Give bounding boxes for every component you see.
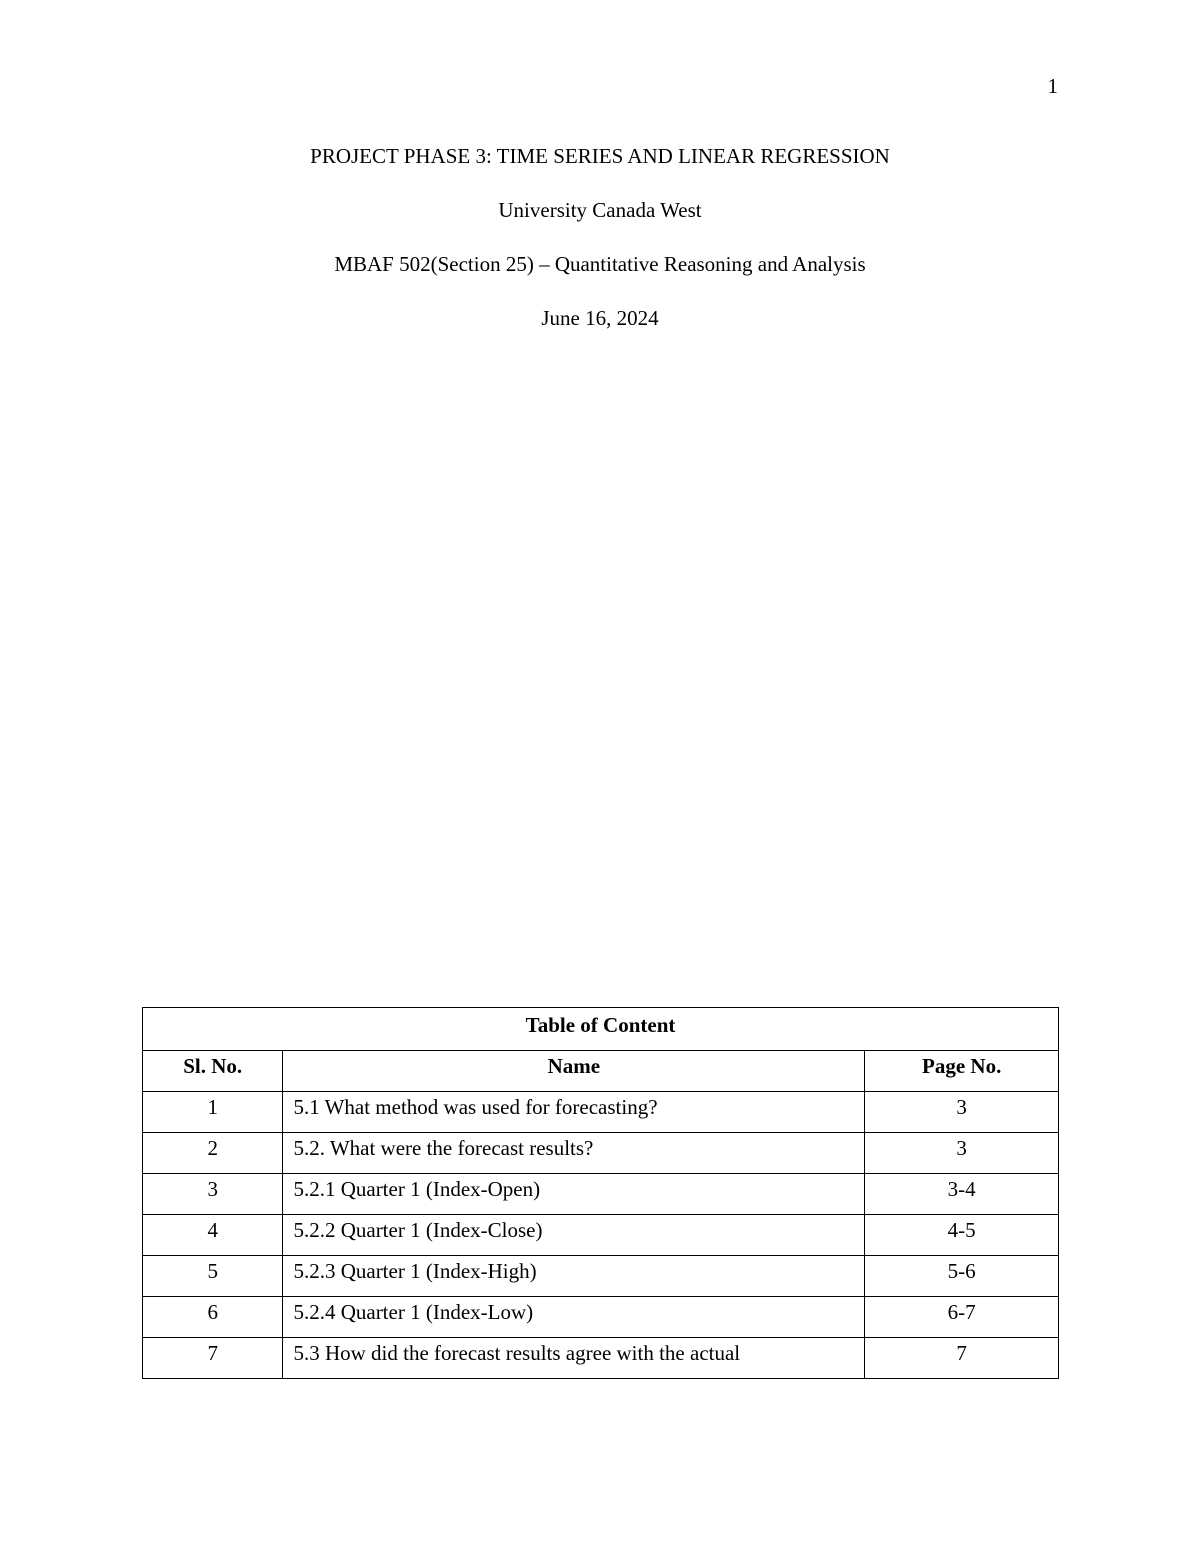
row-page-no: 3 [865, 1133, 1059, 1174]
row-name: 5.2.3 Quarter 1 (Index-High) [283, 1256, 865, 1297]
row-name: 5.2.2 Quarter 1 (Index-Close) [283, 1215, 865, 1256]
table-of-content [142, 1007, 1059, 1379]
row-sl-no: 4 [143, 1215, 283, 1256]
institution-name: University Canada West [498, 198, 702, 222]
document-title: PROJECT PHASE 3: TIME SERIES AND LINEAR REGRESSION [310, 144, 890, 168]
table-row [143, 1256, 1059, 1297]
row-name: 5.2.1 Quarter 1 (Index-Open) [283, 1174, 865, 1215]
title-block [0, 142, 1200, 358]
row-name: 5.1 What method was used for forecasting? [283, 1092, 865, 1133]
toc-caption: Table of Content [143, 1008, 1059, 1051]
row-name: 5.3 How did the forecast results agree with the actual [283, 1338, 865, 1379]
row-sl-no: 2 [143, 1133, 283, 1174]
header-name: Name [283, 1051, 865, 1092]
table-row [143, 1174, 1059, 1215]
table-row [143, 1297, 1059, 1338]
row-sl-no: 5 [143, 1256, 283, 1297]
table-row [143, 1092, 1059, 1133]
row-page-no: 5-6 [865, 1256, 1059, 1297]
row-sl-no: 1 [143, 1092, 283, 1133]
row-sl-no: 7 [143, 1338, 283, 1379]
document-date: June 16, 2024 [541, 306, 659, 330]
row-name: 5.2. What were the forecast results? [283, 1133, 865, 1174]
row-sl-no: 3 [143, 1174, 283, 1215]
header-sl-no: Sl. No. [143, 1051, 283, 1092]
row-page-no: 3 [865, 1092, 1059, 1133]
page-number: 1 [1047, 74, 1058, 98]
toc-caption-row [143, 1008, 1059, 1051]
row-page-no: 7 [865, 1338, 1059, 1379]
row-page-no: 3-4 [865, 1174, 1059, 1215]
row-sl-no: 6 [143, 1297, 283, 1338]
toc-header-row [143, 1051, 1059, 1092]
row-page-no: 6-7 [865, 1297, 1059, 1338]
course-name: MBAF 502(Section 25) – Quantitative Reasoning and Analysis [334, 252, 866, 276]
row-name: 5.2.4 Quarter 1 (Index-Low) [283, 1297, 865, 1338]
table-row [143, 1133, 1059, 1174]
row-page-no: 4-5 [865, 1215, 1059, 1256]
table-row [143, 1338, 1059, 1379]
header-page-no: Page No. [865, 1051, 1059, 1092]
table-row [143, 1215, 1059, 1256]
